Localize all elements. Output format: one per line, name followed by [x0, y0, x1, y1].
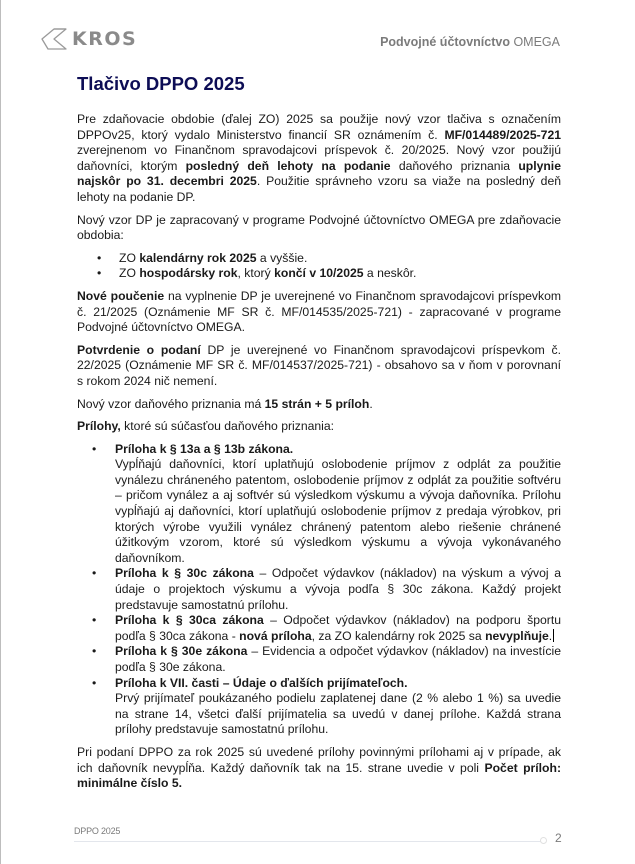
- text-bold: MF/014489/2025-721: [444, 127, 561, 142]
- text: , za ZO kalendárny rok 2025 sa: [311, 628, 486, 643]
- text-bold: Prílohy,: [77, 419, 121, 434]
- text: a neskôr.: [363, 266, 417, 281]
- list-item: [77, 613, 561, 644]
- text: ZO: [119, 266, 140, 281]
- footer-divider: [74, 841, 542, 842]
- annex-text: – Odpočet výdavkov (nákladov) na podporu športu podľa § 30ca zákona -: [115, 613, 561, 643]
- annex-text: – Odpočet výdavkov (nákladov) na výskum a vývoj a údaje o projektoch výskumu a vývoja podľa § 30c zákona. Každý projekt predstavuje samostatnú prílohu.: [115, 566, 561, 612]
- list-item: [77, 644, 561, 675]
- text: . Použitie správneho vzoru sa viaže na posledný deň lehoty na podanie DP.: [77, 174, 561, 204]
- text: daňového priznania: [390, 158, 519, 173]
- text: na vyplnenie DP je uverejnené vo Finančnom spravodajcovi príspevkom č. 21/2025 (Oznámenie MF SR č. MF/014535/2025-721) - zapracované v programe Podvojné účtovníctvo OMEGA.: [77, 288, 562, 335]
- instructions-paragraph: [77, 289, 561, 336]
- list-item: [77, 266, 561, 282]
- logo-text: KROS: [72, 28, 138, 50]
- footer-circle-icon: [540, 837, 547, 844]
- page-title: Tlačivo DPPO 2025: [77, 73, 245, 94]
- text-bold: Počet príloh: minimálne číslo 5.: [77, 760, 562, 791]
- text-bold: nevyplňuje: [485, 628, 549, 643]
- closing-paragraph: [77, 745, 561, 792]
- text: .: [548, 628, 553, 643]
- text: Pre zdaňovacie obdobie (ďalej ZO) 2025 sa použije nový vzor tlačiva s označením DPPOv25, ktorý vydalo Ministerstvo financií SR oznámením č.: [77, 112, 561, 142]
- text: .: [369, 396, 373, 411]
- text-bold: posledný deň lehoty na podanie: [185, 158, 391, 173]
- text: Pri podaní DPPO za rok 2025 sú uvedené prílohy povinnými prílohami aj v prípade, ak ich daňovník nevypĺňa. Každý daňovník tak na 15. strane uvedie v poli: [77, 744, 561, 775]
- annex-text: Prvý prijímateľ poukázaného podielu zaplatenej dane (2 % alebo 1 %) sa uvedie na strane 14, všetci ďalší prijímatelia sa uvedú v danej prílohe. Každá strana prílohy predstavuje samostatnú prílohu.: [115, 691, 561, 737]
- annex-title: Príloha k § 30ca zákona: [115, 613, 264, 628]
- annex-title: Príloha k § 13a a § 13b zákona.: [115, 441, 294, 456]
- list-item: [77, 251, 561, 267]
- text: , ktorý: [237, 266, 275, 281]
- text-bold: kalendárny rok 2025: [139, 250, 257, 265]
- text-bold: 15 strán + 5 príloh: [264, 396, 370, 411]
- confirmation-paragraph: [77, 343, 561, 390]
- page-header: [40, 27, 560, 57]
- text-cursor: [553, 629, 554, 642]
- annex-text: – Evidencia a odpočet výdavkov (nákladov) na investície podľa § 30e zákona.: [115, 644, 561, 674]
- page-number: 2: [555, 831, 562, 845]
- text-bold: uplynie najskôr po 31. decembri 2025: [77, 158, 561, 189]
- kros-logo: [40, 27, 137, 51]
- text-bold: nová príloha: [239, 628, 312, 643]
- text-bold: Potvrdenie o podaní: [77, 342, 201, 357]
- product-name-bold: Podvojné účtovníctvo: [380, 35, 510, 49]
- page-border: [0, 0, 1, 864]
- periods-list: [77, 251, 561, 282]
- annex-title: Príloha k § 30e zákona: [115, 644, 248, 659]
- text: Nový vzor daňového priznania má: [77, 396, 265, 411]
- annexes-list: [77, 442, 561, 738]
- text-bold: Nové poučenie: [77, 288, 165, 303]
- text: a vyššie.: [256, 250, 308, 265]
- annexes-intro-paragraph: [77, 419, 561, 435]
- list-item: [77, 676, 561, 738]
- list-item: [77, 442, 561, 567]
- kros-logo-icon: [40, 27, 68, 51]
- product-name-regular: OMEGA: [513, 35, 560, 49]
- list-item: [77, 566, 561, 613]
- product-name: [380, 35, 560, 49]
- text-bold: končí v 10/2025: [274, 266, 364, 281]
- text: ktoré sú súčasťou daňového priznania:: [120, 419, 335, 434]
- footer-label: DPPO 2025: [74, 826, 121, 836]
- page-footer: [74, 826, 564, 845]
- annex-text: Vypĺňajú daňovníci, ktorí uplatňujú oslobodenie príjmov z odplát za použitie vynálezu chráneného patentom, oslobodenie príjmov z odplát za použitie softvéru – pričom vynález a aj softvér sú výsledkom výskumu a vývoja daňovníka. Prílohu vypĺňajú aj daňovníci, ktorí uplatňujú oslobodenie príjmov z predaja výrobkov, pri ktorých výrobe využili vynález chránený patentom alebo riešenie chránené úžitkovým vzorom, ktoré sú výsledkom výskumu a vývoja vykonávaného daňovníkom.: [115, 457, 561, 565]
- text: ZO: [119, 250, 140, 265]
- periods-intro-paragraph: Nový vzor DP je zapracovaný v programe Podvojné účtovníctvo OMEGA pre zdaňovacie obdobia:: [77, 212, 561, 243]
- text: zverejnenom vo Finančnom spravodajcovi príspevok č. 20/2025. Nový vzor použijú daňovníci, ktorým: [77, 143, 561, 173]
- intro-paragraph: [77, 112, 561, 206]
- annex-title: Príloha k VII. časti – Údaje o ďalších prijímateľoch.: [115, 675, 408, 690]
- annex-title: Príloha k § 30c zákona: [115, 566, 254, 581]
- text: DP je uverejnené vo Finančnom spravodajcovi príspevkom č. 22/2025 (Oznámenie MF SR č. MF/014537/2025-721) - obsahovo sa v ňom v porovnaní s rokom 2024 nič nemení.: [77, 342, 561, 388]
- pages-count-paragraph: [77, 397, 561, 413]
- document-body: [77, 112, 561, 799]
- text-bold: hospodársky rok: [139, 266, 238, 281]
